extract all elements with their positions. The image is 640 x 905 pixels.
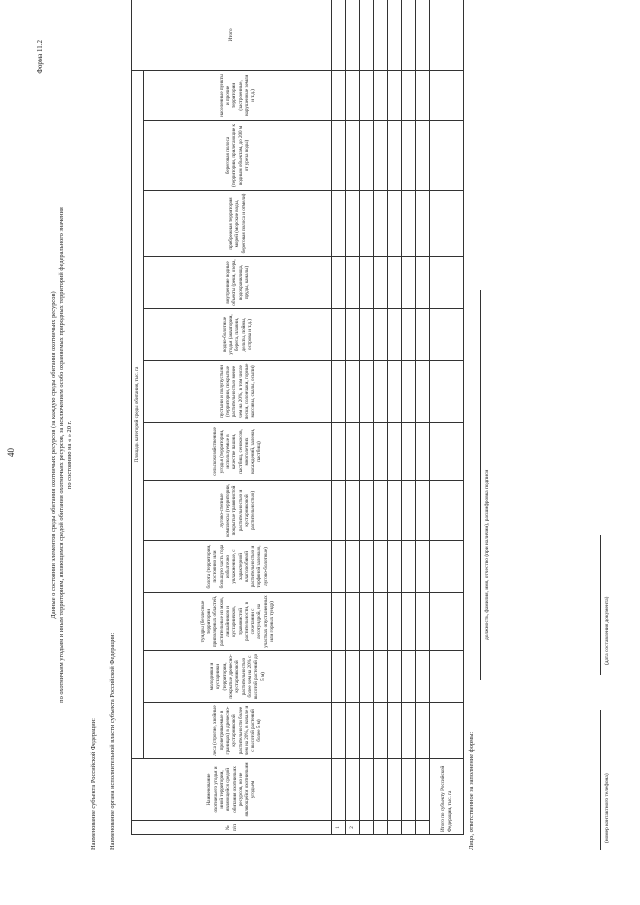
header-col: тундры (безлесные территории приполярных областей, растительные из мхов, лишайников и кустарничков, травянистой растительности, в сочетании с лесотундрой, на участках опустыненных или горных тундр) (144, 593, 332, 651)
header-num: № п/п (132, 821, 332, 835)
table-row (332, 0, 346, 835)
header-col: молодняки и кустарники (территории, покрытые древесно-кустарниковой растительностью более чем на 20% с высотой растений до 5 м) (144, 651, 332, 703)
habitat-table (131, 0, 464, 835)
total-row-label: Итого по субъекту Российской Федерации, тыс. га (430, 759, 464, 835)
header-col: населенные пункты и прочие территории (застроенные, нарушенные земли и т.д.) (144, 70, 332, 120)
table-row (346, 0, 360, 835)
phone-caption: (номер контактного телефона) (604, 773, 610, 843)
responsible-label: Лицо, ответственное за заполнение формы: (468, 731, 475, 850)
header-col: сельскохозяйственные угодья (территории, используемые в качестве пашни, пастбищ, сенокосов, многолетних насаждений, залежи, пастбищ) (144, 423, 332, 481)
table-row (360, 0, 374, 835)
header-col: береговая полоса (территории, прилегающие к водным объектам, до 200 м от уреза воды) (144, 121, 332, 191)
signature-caption: должность, фамилия, имя, отчество (при наличии), расшифровка подписи (484, 469, 490, 640)
table-row (374, 0, 388, 835)
header-col: лугово-степные комплексы (территории, покрытые травянистой растительностью и кустарниковой растительностью) (144, 481, 332, 541)
title-line-1: Данные о состоянии элементов среды обитания охотничьих ресурсов (за каждую среды обитания охотничьих ресурсов) (50, 291, 57, 619)
total-row (430, 0, 464, 835)
date-caption: (дата составления документа) (604, 596, 610, 665)
row-number: 1 (332, 821, 346, 835)
authority-label: Наименование органа исполнительной власти субъекта Российской Федерации: (109, 632, 116, 850)
header-col: болота (территории, постоянно или большую часть года избыточно увлажненные, с характерной влаголюбивой растительностью и торфяной залежью, лугово-болотные) (144, 541, 332, 593)
header-col: леса (строгие, хвойные проветриваемые в границах) в древесно-кустарниковой растительности более чем на 20%, в начале и с высотой растений более 5 м) (144, 703, 332, 759)
form-label: Форма 11.2 (36, 40, 44, 74)
header-row-group (132, 0, 144, 835)
header-col: внутренние водные объекты (реки, озера, водохранилища, пруды, каналы) (144, 257, 332, 309)
date-line (600, 535, 601, 675)
subject-field (90, 718, 97, 850)
header-col: водно-болотные угодья (акватории, берега, плавни, дельты, поймы, острова и т.д.) (144, 309, 332, 361)
table-row (388, 0, 402, 835)
document-title (50, 65, 74, 845)
subject-label: Наименование субъекта Российской Федерации: (90, 718, 97, 850)
page-number: 40 (6, 448, 16, 457)
header-group: Площадь категорий среды обитания, тыс. га (132, 70, 144, 758)
header-row-columns (144, 0, 332, 835)
table-row (402, 0, 416, 835)
title-line-3: по состоянию на « » 20 г. (66, 420, 73, 490)
signature-line (480, 290, 481, 680)
table-row (416, 0, 430, 835)
row-number: 2 (346, 821, 360, 835)
header-name: Наименование охотничьего угодья и иной территории, являющейся средой обитания охотничьих ресурсов, но не являющейся охотничьим угодьем (132, 759, 332, 821)
header-col: пустыни и полупустыни (территории, покрытые растительностью менее чем на 20%, в том числе пески, солончаки, горные массивы, скалы, осыпи) (144, 361, 332, 423)
header-col: прибрежная территория морей (морские воды, береговая полоса и отмели) (144, 191, 332, 257)
authority-field (109, 633, 116, 850)
phone-line (600, 710, 601, 850)
title-line-2: по охотничьим угодьям и иным территориям, являющимся средой обитания охотничьих ресурсов, за исключением особо охраняемых природных территорий федерального значения (58, 207, 65, 703)
header-total: Итого (132, 0, 332, 70)
